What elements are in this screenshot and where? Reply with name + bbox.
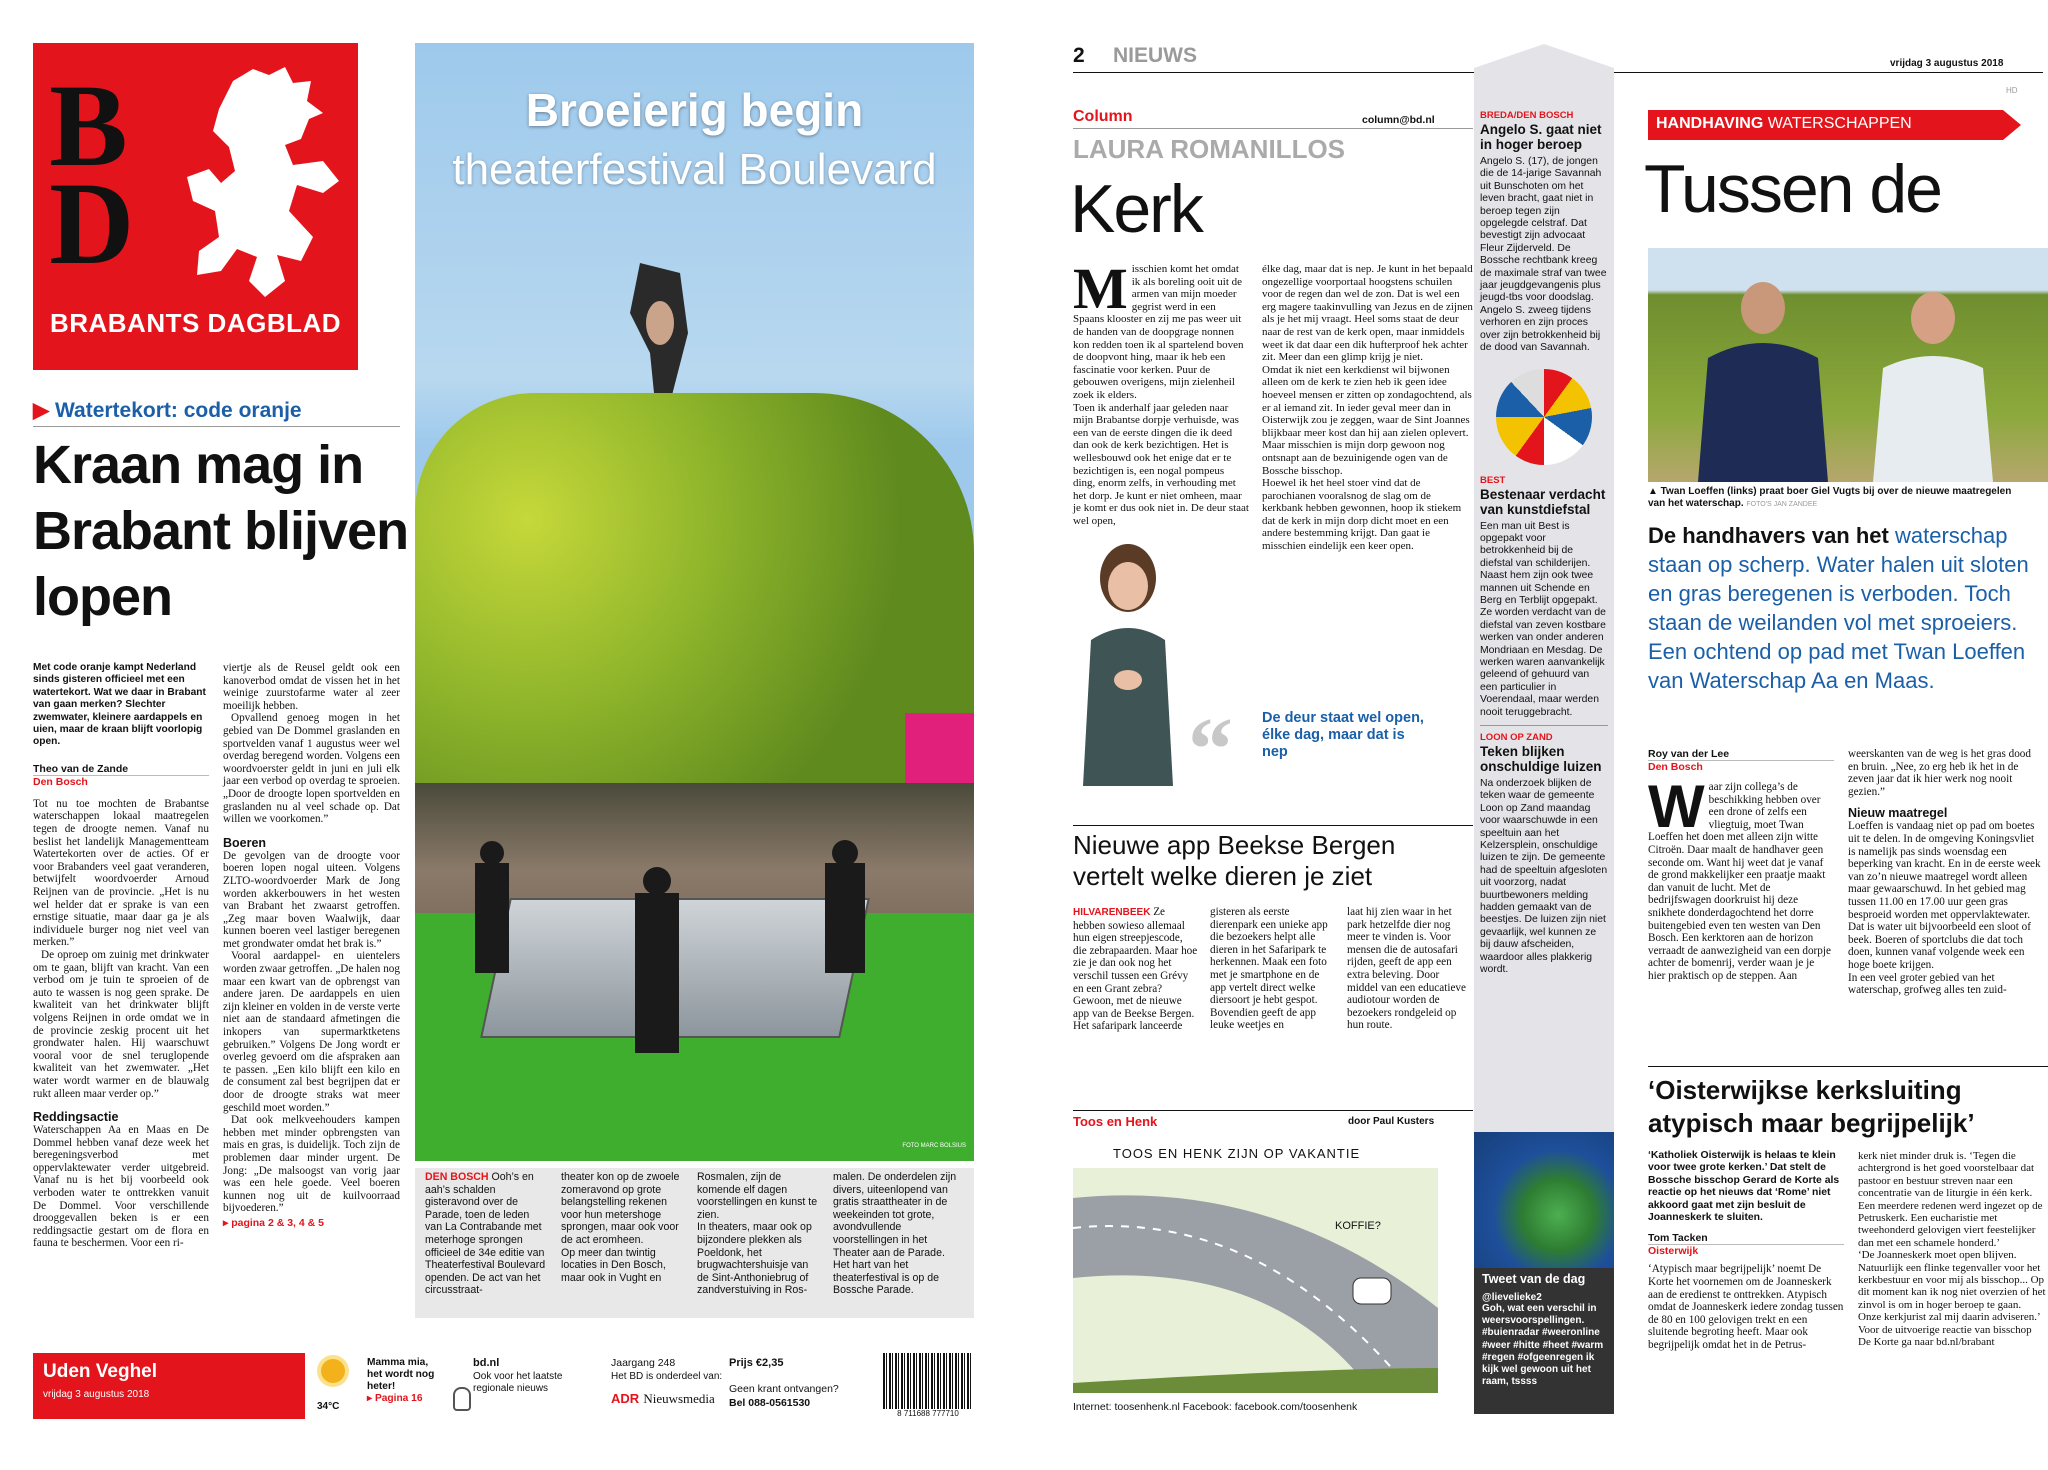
briefs-column bbox=[1480, 110, 1608, 977]
caption-col: Rosmalen, zijn de komende elf dagen voorstellingen en kunst te zien. In theaters, maar ook op bijzondere plekken als Poeldonk, het brugwachtershuisje van de Sint-Anthoniebrug of zandverstuiving in Ros- bbox=[697, 1171, 818, 1297]
weather-map bbox=[1474, 1132, 1614, 1270]
paragraph: Loeffen is vandaag niet op pad om boetes uit te delen. In de omgeving Koningsvliet is namelijk pas sinds woensdag een beperking van kracht. En in de eerste week van zo’n nieuwe maatregel wordt alleen maar gewaarschuwd. In het gebied mag tussen 11.00 en 17.00 uur geen gras besproeid worden met oppervlaktewater. Dat is water uit bijvoorbeeld een sloot of beek. Boeren of sportclubs die dat toch doen, kunnen vanaf volgende week een hoge boete krijgen. In een veel groter gebied van het waterschap, grofweg alles ten zuid- bbox=[1848, 820, 2041, 997]
paragraph: aar zijn collega’s de beschikking hebben over een drone of zelfs een vliegtuig, moet Twan Loeffen het doen met alleen zijn witte Citroën. Daar maalt de handhaver geen seconde om. Want hij weet dat je vanaf de grond makkelijker een praatje maakt dan vanuit de lucht. Met de bedrijfswagen doorkruist hij deze snikhete donderdagochtend het dorre buitengebied even ten westen van Den Bosch. Een kerktoren aan de horizon verraadt de aanwezigheid van een dorpje achter de bomenrij, verder waan je je hier praktisch op de steppen. Aan bbox=[1648, 781, 1831, 982]
photo-credit: FOTO MARC BOLSIUS bbox=[902, 1143, 966, 1149]
barcode bbox=[883, 1353, 973, 1409]
comic-links: Internet: toosenhenk.nl Facebook: facebook.com/toosenhenk bbox=[1073, 1401, 1358, 1413]
author: Roy van der Lee bbox=[1648, 748, 1730, 760]
brief-title: Teken blijken onschuldige luizen bbox=[1480, 744, 1602, 774]
headline: Kraan mag in Brabant blijven lopen bbox=[33, 435, 409, 627]
caption-col: DEN BOSCH Ooh’s en aah’s schalden gisteravond over de Parade, toen de leden van La Contrabande met meterhoge sprongen officieel de 34e editie van Theaterfestival Boulevard openden. De act van het circusstraat- bbox=[425, 1171, 546, 1297]
caption-col: malen. De onderdelen zijn divers, uiteenlopend van gratis straattheater in de weekeinden tot grote, avondvullende voorstellingen in het Theater aan de Parade. Het hart van het theaterfestival is op de Bossche Parade. bbox=[833, 1171, 957, 1297]
column-label: Column bbox=[1073, 108, 1133, 125]
adr-logo: ADR Nieuwsmedia bbox=[611, 1391, 715, 1406]
brief-place: LOON OP ZAND bbox=[1480, 732, 1553, 743]
comic-label: Toos en Henk bbox=[1073, 1114, 1158, 1129]
paragraph: viertje als de Reusel geldt ook een kanoverbod omdat de vissen het in het weinige zuurstofarme water al zeer moeilijk hebben. bbox=[223, 662, 400, 712]
tweet-label: Tweet van de dag bbox=[1482, 1272, 1586, 1286]
barcode-number: 8 711688 777710 bbox=[883, 1409, 973, 1418]
paragraph: gisteren als eerste dierenpark een unieke app die bezoekers helpt alle dieren in het Safaripark te herkennen. Maak een foto met je smartphone en de app vertelt direct welke diersoort je hebt gespot. Bovendien geeft de app leuke weetjes en bbox=[1210, 906, 1328, 1032]
road-drawing bbox=[1073, 1168, 1438, 1393]
hh-col1 bbox=[1648, 748, 1834, 983]
edition-name: Uden Veghel bbox=[43, 1361, 158, 1382]
lion-icon bbox=[173, 61, 349, 311]
comic-author: door Paul Kusters bbox=[1348, 1116, 1435, 1127]
paragraph: Vooral aardappel- en uientelers worden zwaar getroffen. „De halen nog maar een kwart van de opbrengst van andere jaren. De aardappels en uien zijn kleiner en volden in de verste verte niet aan de standaard afmetingen die inkopers van supermarktketens gebruiken.” Volgens De Jong wordt er overleg gevoerd om die afspraken aan te passen. „Een kilo blijft een kilo en de consument zal best begrijpen dat er door de droogte straks wat meer geschild moet worden.” bbox=[223, 950, 400, 1114]
paragraph: Dat ook melkveehouders kampen hebben met minder opbrengsten van mais en gras, is duidelijk. Toch zijn de problemen daar minder urgent. De Jong: „De malsoogst van vorig jaar was een hele goede. Veel boeren kunnen nog uit de kuilvoorraad bijvoederen.” bbox=[223, 1114, 400, 1215]
photo-caption bbox=[415, 1168, 974, 1318]
subhead: Reddingsactie bbox=[33, 1110, 119, 1125]
columnist-figure bbox=[1073, 530, 1183, 786]
hh-arrow bbox=[2003, 110, 2021, 140]
column-author: LAURA ROMANILLOS bbox=[1073, 134, 1346, 164]
paragraph: kerk niet minder druk is. ‘Tegen die achtergrond is het goed voorstelbaar dat pastoor en bestuur streven naar een concentratie van de liturgie in één kerk. Een meerdere redenen werd ingezet op de Petruskerk. Een eucharistie met tweehonderd gelovigen viert feestelijker dan met een schamele honderd.’ ‘De Joanneskerk moet open blijven. Natuurlijk een flinke tegenvaller voor het kerkbestuur en voor mij als bisschop... Op dit moment kan ik nog niet overzien of het zinvol is om in hoger beroep te gaan. Onze kerkjurist zal mij daarin adviseren.’ Voor de uitvoerige reactie van bisschop De Korte ga naar bd.nl/brabant bbox=[1858, 1150, 2046, 1349]
ok-col2 bbox=[1858, 1150, 2046, 1349]
delivery-question: Geen krant ontvangen? bbox=[729, 1383, 839, 1395]
paragraph: HILVARENBEEK Ze hebben sowieso allemaal hun eigen streepjescode, die zebrapaarden. Maar hoe zie je dan ook nog het verschil tussen een Grévy en een Grant zebra? Gewoon, met de nieuwe app van de Beekse Bergen. Het safaripark lanceerde bbox=[1073, 906, 1198, 1033]
paragraph: Tot nu toe mochten de Brabantse waterschappen lokaal maatregelen tegen de droogte nemen. Vanaf nu beslist het landelijk Managementteam Watertekorten over de acties. Of er voor Brabanders veel gaat veranderen, betwijfelt woordvoerder Arnoud Reijnen van de provincie. „Het is nu wel helder dat er sprake is van een ernstige situatie, maar daar ga je als individuele burger nog niet veel van merken.” bbox=[33, 797, 209, 949]
comic-rule bbox=[1073, 1110, 1473, 1111]
column-title: Kerk bbox=[1070, 171, 1202, 247]
delivery-phone: Bel 088-0561530 bbox=[729, 1397, 811, 1409]
paragraph: Waterschappen Aa en Maas en De Dommel hebben vanaf deze week het beregeningsverbod met oppervlaktewater verder uitgebreid. Vanaf nu is het bij voorbeeld ook verboden water te onttrekken vanuit De Dommel. Voor verschillende drooggevallen beken is er een reddingsactie gestart om de flora en fauna te beschermen. Voor een ri- bbox=[33, 1124, 209, 1250]
weather-temp: 34°C bbox=[317, 1401, 340, 1412]
comic-panel bbox=[1073, 1168, 1438, 1393]
web-text: Ook voor het laatste regionale nieuws bbox=[473, 1371, 563, 1394]
performers bbox=[455, 823, 925, 1153]
article-col1 bbox=[33, 662, 209, 1250]
sun-icon bbox=[321, 1359, 345, 1383]
brief-text: Angelo S. (17), de jongen die de 14-jarige Savannah uit Bunschoten om het leven bracht, gaat niet in beroep tegen zijn opgelegde celstraf. Dat bevestigt zijn advocaat Fleur Zijderveld. De Bossche rechtbank kreeg de maximale straf van twee jaar jeugdgevangenis plus jeugd-tbs voor doodslag. Angelo S. zweeg tijdens verhoren en zijn proces over zijn betrokkenheid bij de dood van Savannah. bbox=[1480, 156, 1607, 354]
section-title: NIEUWS bbox=[1113, 44, 1197, 67]
brief-place: BEST bbox=[1480, 474, 1506, 486]
intro: Met code oranje kampt Nederland sinds gisteren officieel met een watertekort. Wat we daar in Brabant van gaan merken? Slechter zwemwater, kleinere aardappels en uien, maar de kraan blijft voorlopig open. bbox=[33, 662, 206, 748]
adr-text: Het BD is onderdeel van: bbox=[611, 1371, 723, 1382]
paragraph: isschien komt het omdat ik als boreling ooit uit de armen van mijn moeder gegrist werd in een Spaans klooster en zij me pas weer uit de handen van de doopgrage nonnen kon redden toen ik al spartelend boven de doopvont hing, maar ik heb een fascinatie voor kerken. Puur de gebouwen overigens, mijn zielenheil zoek ik elders. Toen ik anderhalf jaar geleden naar mijn Brabantse dorpje verhuisde, was een van de eerste dingen die ik deed dan ook de kerk bezichtigen. Het is wellesbouwd ook het enige dat er te bezichtigen is, een nogal pompeus ding, enorm zelfs, in verhouding met het dorp. Je kunt er niet omheen, maar je komt er dus ook niet in. De deur staat wel open, bbox=[1073, 263, 1249, 527]
column-rule bbox=[1073, 128, 1473, 129]
column-text-a bbox=[1073, 256, 1249, 527]
brief-text: Een man uit Best is opgepakt voor betrokkenheid bij de diefstal van schilderijen. Naast hem zijn ook twee mannen uit Schende en Berg en Terblijt opgepakt. Ze worden verdacht van de diefstal van zeven kostbare werken van onder anderen Mondriaan en Mesdag. De werken waren aanvankelijk geleend of gehuurd van een particulier in Voerendaal, maar werden nooit teruggebracht. bbox=[1480, 520, 1606, 718]
caption-col: theater kon op de zwoele zomeravond op grote belangstelling rekenen voor hun metershoge sprongen, maar ook voor de act eromheen. Op meer dan twintig locaties in Den Bosch, maar ook in Vught en bbox=[561, 1171, 680, 1284]
brief-title: Angelo S. gaat niet in hoger beroep bbox=[1480, 122, 1602, 152]
jaargang: Jaargang 248 bbox=[611, 1357, 676, 1369]
tweet-user[interactable]: @lievelieke2 bbox=[1482, 1292, 1542, 1303]
paragraph: élke dag, maar dat is nep. Je kunt in het bepaald ongezellige voorportaal hoogstens schuilen voor de regen dan wel de zon. Dat is wel een erg magere taakinvulling van Jezus en de zijnen als je het mij vraagt. Heel soms staat de deur naar de rest van de kerk open, maar inmiddels weet ik dat daar een dik hufterproof hek achter zit. Meer dan een glimp krijg je niet. Omdat ik niet een kerkdienst wil bijwonen alleen om de kerk te zien heb ik geen idee hoeveel mensen er zitten op zondagochtend, als er al iemand zit. In ieder geval meer dan in Oisterwijk zou je zeggen, waar de Sint Joannes blijkbaar meer kost dan hij aan zielen oplevert. Maar misschien is mijn dorp gewoon nog ontsnapt aan de bezuinigende ogen van de Bossche bisschop. Hoewel ik het heel stoer vind dat de parochianen vooralsnog de slag om de kerkbank hebben gewonnen, hoop ik stiekem dat de kerk in mijn dorp dicht moet en een andere bestemming krijgt. Dan gaat ie misschien eindelijk een keer open. bbox=[1262, 263, 1473, 553]
masthead-logo bbox=[33, 43, 358, 370]
column-email[interactable]: column@bd.nl bbox=[1362, 114, 1435, 126]
hh-caption: ▲ Twan Loeffen (links) praat boer Giel Vugts bij over de nieuwe maatregelen van het waterschap. FOTO'S JAN ZANDEE bbox=[1648, 486, 2012, 509]
brief-title: Bestenaar verdacht van kunstdiefstal bbox=[1480, 486, 1606, 517]
hero-subtitle: theaterfestival Boulevard bbox=[452, 145, 937, 194]
drop-cap: W bbox=[1648, 773, 1705, 840]
paragraph: De oproep om zuinig met drinkwater om te gaan, blijft van kracht. Van een verbod om je tuin te sproeien of de auto te wassen is nog geen sprake. De kwaliteit van het drinkwater blijft volgens Reijnen in orde omdat we in de provincie zeskig procent uit het grondwater halen. Hij waarschuwt vooral voor de snel teruglopende kwaliteit van het zwemwater. „Het water wordt warmer en de blauwalg rukt alleen maar verder op.” bbox=[33, 948, 209, 1100]
hh-kicker: HANDHAVING WATERSCHAPPEN bbox=[1648, 110, 2003, 140]
hh-col2 bbox=[1848, 748, 2044, 997]
ok-intro: ‘Katholiek Oisterwijk is helaas te klein voor twee grote kerken.’ Dat stelt de Bossche bisschop Gerard de Korte als reactie op het nieuws dat ‘Rome’ niet akkoord gaat met zijn besluit de Joanneskerk te sluiten. bbox=[1648, 1150, 1840, 1224]
kicker: ▶ Watertekort: code oranje bbox=[33, 399, 302, 422]
place: Oisterwijk bbox=[1648, 1244, 1844, 1257]
paragraph: ‘Atypisch maar begrijpelijk’ noemt De Korte het voornemen om de Joanneskerk aan de eredienst te onttrekken. Atypisch omdat de Joanneskerk iedere zondag tussen de 80 en 100 gelovigen trekt en een sluitende begroting heeft. Maar ook begrijpelijk omdat het in de Petrus- bbox=[1648, 1263, 1844, 1351]
edition-date: vrijdag 3 augustus 2018 bbox=[43, 1389, 150, 1400]
brief-place: BREDA/DEN BOSCH bbox=[1480, 110, 1574, 121]
quote-mark-icon: “ bbox=[1188, 700, 1233, 799]
front-page bbox=[0, 0, 1000, 1470]
page-number: 2 bbox=[1073, 44, 1085, 67]
web-link[interactable]: bd.nl bbox=[473, 1357, 500, 1369]
logo-name: BRABANTS DAGBLAD bbox=[49, 308, 342, 338]
hh-people bbox=[1648, 248, 2048, 482]
page-date: vrijdag 3 augustus 2018 bbox=[1890, 58, 2004, 69]
paragraph: weerskanten van de weg is het gras dood en bruin. „Nee, zo erg heb ik het in de zeven jaar dat ik hier werk nog nooit gezien.” bbox=[1848, 748, 2031, 798]
author: Theo van de Zande bbox=[33, 762, 129, 775]
hh-headline: Tussen de bbox=[1644, 151, 1941, 227]
page-pointer[interactable]: ▸ pagina 2 & 3, 4 & 5 bbox=[223, 1216, 324, 1229]
app-rule bbox=[1073, 825, 1473, 826]
ok-col1 bbox=[1648, 1150, 1844, 1352]
brief-text: Na onderzoek blijken de teken waar de gemeente Loon op Zand maandag voor waarschuwde in een speeltuin aan het Kelzersplein, onschuldige luizen te zijn. De gemeente had de speeltuin afgesloten uit voorzorg, nadat buurtbewoners melding hadden gemaakt van de beestjes. De luizen zijn niet gevaarlijk, wel kunnen ze bij dauw afscheiden, waardoor alles plakkerig wordt. bbox=[1480, 778, 1608, 976]
logo-letters: BD bbox=[49, 60, 131, 289]
edition-tag: HD bbox=[2006, 86, 2018, 95]
hh-photo bbox=[1648, 248, 2048, 482]
painting-image bbox=[1496, 369, 1592, 465]
weather-text: Mamma mia, het wordt nog heter! ▸ Pagina 16 bbox=[367, 1357, 435, 1404]
app-headline: Nieuwe app Beekse Bergen vertelt welke dieren je ziet bbox=[1073, 830, 1396, 891]
ok-headline: ‘Oisterwijkse kerksluiting atypisch maar begrijpelijk’ bbox=[1648, 1075, 1975, 1138]
tree-canopy bbox=[415, 393, 974, 813]
hh-intro: De handhavers van het waterschap staan op scherp. Water halen uit sloten en gras beregenen is verboden. Toch staan de weilanden vol met sproeiers. Een ochtend op pad met Twan Loeffen van Waterschap Aa en Maas. bbox=[1648, 523, 2029, 693]
app-text bbox=[1073, 906, 1473, 1033]
place: Den Bosch bbox=[1648, 760, 1834, 773]
ok-rule bbox=[1648, 1066, 2048, 1067]
columnist-photo bbox=[1073, 530, 1183, 786]
subhead: Boeren bbox=[223, 835, 267, 850]
paragraph: Opvallend genoeg mogen in het gebied van De Dommel graslanden en sportvelden vanaf 1 augustus weer wel overdag beregend worden. Volgens een woordvoerster geldt in juni en juli elk jaar een verbod op overdag te sproeien. „Door de droogte lopen sportvelden en graslanden nu al veel schade op. Dat willen we voorkomen.” bbox=[223, 712, 400, 826]
column-text-b bbox=[1262, 263, 1474, 553]
footer-band bbox=[33, 1353, 974, 1419]
speech-bubble: KOFFIE? bbox=[1335, 1220, 1381, 1232]
author: Tom Tacken bbox=[1648, 1232, 1708, 1245]
price: Prijs €2,35 bbox=[729, 1357, 784, 1369]
comic-title: TOOS EN HENK ZIJN OP VAKANTIE bbox=[1113, 1146, 1361, 1161]
tweet-box bbox=[1474, 1268, 1614, 1414]
paragraph: De gevolgen van de droogte voor boeren lopen nogal uiteen. Volgens ZLTO-woordvoerder Mark de Jong worden akkerbouwers in het westen van Brabant het zwaarst getroffen. „Zeg maar boven Waalwijk, daar kunnen boeren veel lastiger beregenen met grondwater omdat het brak is.” bbox=[223, 849, 400, 950]
hero-kicker: Broeierig begin bbox=[525, 84, 864, 136]
kicker-rule bbox=[33, 426, 400, 427]
drop-cap: M bbox=[1073, 256, 1128, 321]
pull-quote: De deur staat wel open, élke dag, maar dat is nep bbox=[1262, 710, 1424, 760]
hand-icon bbox=[453, 1387, 471, 1411]
article-col2 bbox=[223, 662, 400, 1229]
subhead: Nieuw maatregel bbox=[1848, 806, 1948, 821]
paragraph: laat hij zien waar in het park hetzelfde dier nog meer te vinden is. Voor mensen die de autosafari rijden, geeft de app een extra beleving. Door middel van een educatieve audiotour worden de bezoekers rondgeleid op hun route. bbox=[1347, 906, 1466, 1032]
place: Den Bosch bbox=[33, 775, 209, 788]
edition-box bbox=[33, 1353, 305, 1419]
hero-photo bbox=[415, 43, 974, 1161]
news-page bbox=[1040, 0, 2048, 1470]
comic-strip bbox=[1073, 1136, 1473, 1396]
tweet-text: Goh, wat een verschil in weersvoorspellingen. #buienradar #weeronline #weer #hitte #heet #warm #regen #ofgeenregen ik kijk wel gewoon uit het raam, tssss bbox=[1482, 1303, 1604, 1388]
